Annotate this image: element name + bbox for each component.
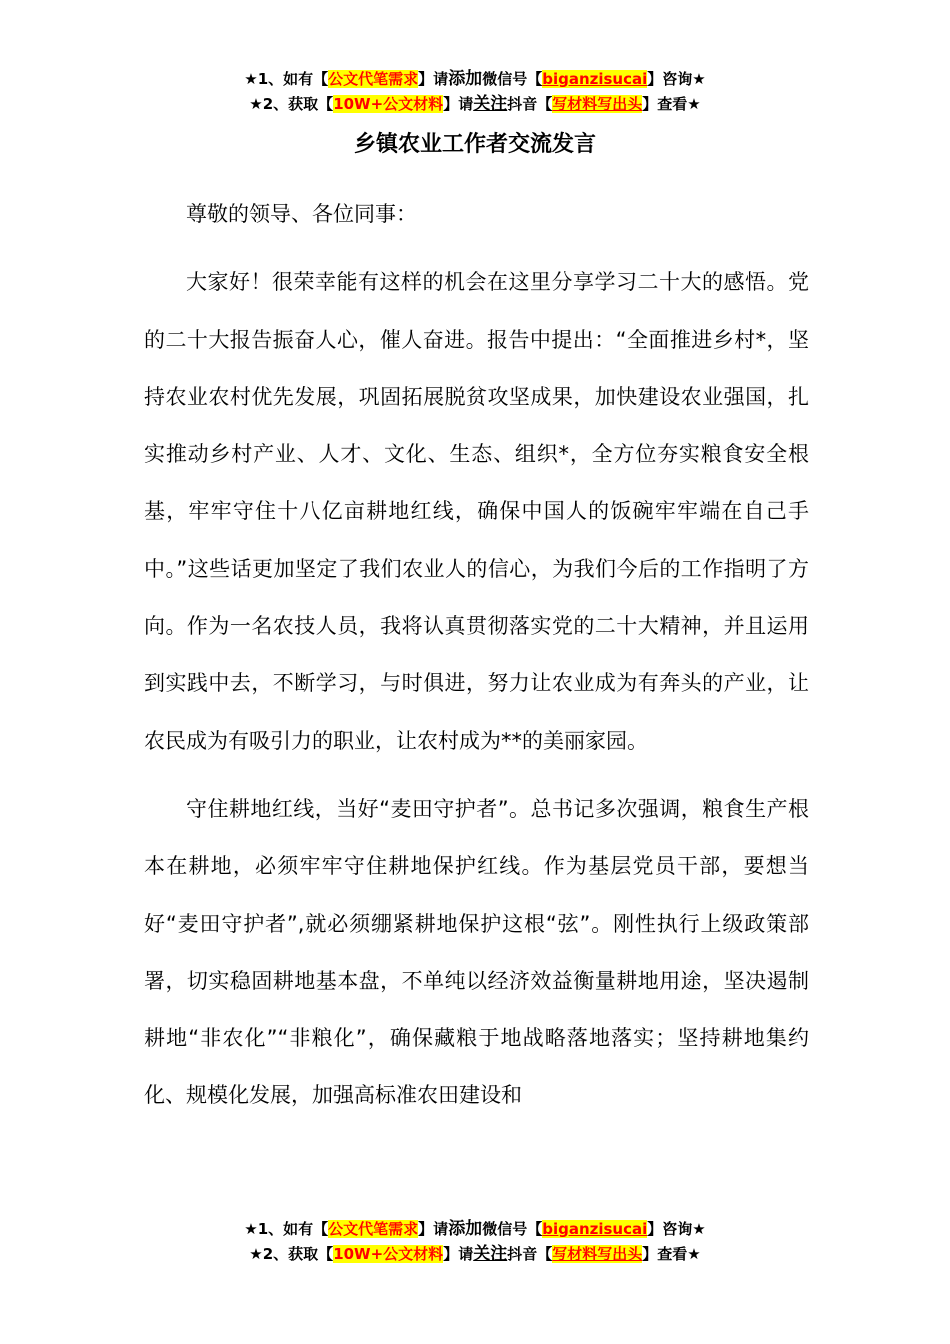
promo-text: 】请 [418,1220,449,1238]
promo-highlight: 公文代笔需求 [328,70,419,88]
promo-text: 】请 [443,1245,474,1263]
promo-emphasis: 关注 [473,94,508,114]
promo-emphasis: 添加 [448,1219,483,1239]
promo-text: 抖音【 [507,1245,553,1263]
promo-highlight: 10W+公文材料 [333,1245,444,1263]
promo-header [0,67,950,117]
promo-text: 】查看★ [642,1245,701,1263]
promo-line-2 [0,92,950,117]
body-paragraph-1: 大家好！很荣幸能有这样的机会在这里分享学习二十大的感悟。党的二十大报告振奋人心，催人奋进。报告中提出：“全面推进乡村*，坚持农业农村优先发展，巩固拓展脱贫攻坚成果，加快建设农业强国，扎实推动乡村产业、人才、文化、生态、组织*，全方位夯实粮食安全根基，牢牢守住十八亿亩耕地红线，确保中国人的饭碗牢牢端在自己手中。”这些话更加坚定了我们农业人的信心，为我们今后的工作指明了方向。作为一名农技人员，我将认真贯彻落实党的二十大精神，并且运用到实践中去，不断学习，与时俱进，努力让农业成为有奔头的产业，让农民成为有吸引力的职业，让农村成为**的美丽家园。 [144,270,809,753]
promo-line-2 [0,1242,950,1267]
promo-wechat-id: biganzisucai [542,70,648,88]
promo-emphasis: 关注 [473,1244,508,1264]
promo-text: ★1、如有【 [244,1220,329,1238]
greeting-paragraph: 尊敬的领导、各位同事： [186,202,417,226]
body-paragraph-2: 守住耕地红线，当好“麦田守护者”。总书记多次强调，粮食生产根本在耕地，必须牢牢守住耕地保护红线。作为基层党员干部，要想当好“麦田守护者”,就必须绷紧耕地保护这根“弦”。刚性执行上级政策部署，切实稳固耕地基本盘，不单纯以经济效益衡量耕地用途，坚决遏制耕地“非农化”“非粮化”，确保藏粮于地战略落地落实；坚持耕地集约化、规模化发展，加强高标准农田建设和 [144,796,809,1108]
promo-emphasis: 添加 [448,69,483,89]
promo-text: 】咨询★ [647,70,706,88]
document-title: 乡镇农业工作者交流发言 [353,132,596,157]
promo-line-1 [0,67,950,92]
promo-text: 抖音【 [507,95,553,113]
promo-text: 微信号【 [482,1220,543,1238]
promo-text: ★2、获取【 [249,1245,334,1263]
promo-highlight: 10W+公文材料 [333,95,444,113]
promo-text: 】查看★ [642,95,701,113]
promo-highlight: 公文代笔需求 [328,1220,419,1238]
promo-text: 微信号【 [482,70,543,88]
promo-text: 】请 [443,95,474,113]
promo-text: 】请 [418,70,449,88]
promo-text: ★2、获取【 [249,95,334,113]
promo-text: 】咨询★ [647,1220,706,1238]
promo-text: ★1、如有【 [244,70,329,88]
promo-footer [0,1217,950,1267]
promo-douyin-id: 写材料写出头 [552,95,643,113]
document-body [144,186,809,1125]
promo-wechat-id: biganzisucai [542,1220,648,1238]
promo-line-1 [0,1217,950,1242]
promo-douyin-id: 写材料写出头 [552,1245,643,1263]
